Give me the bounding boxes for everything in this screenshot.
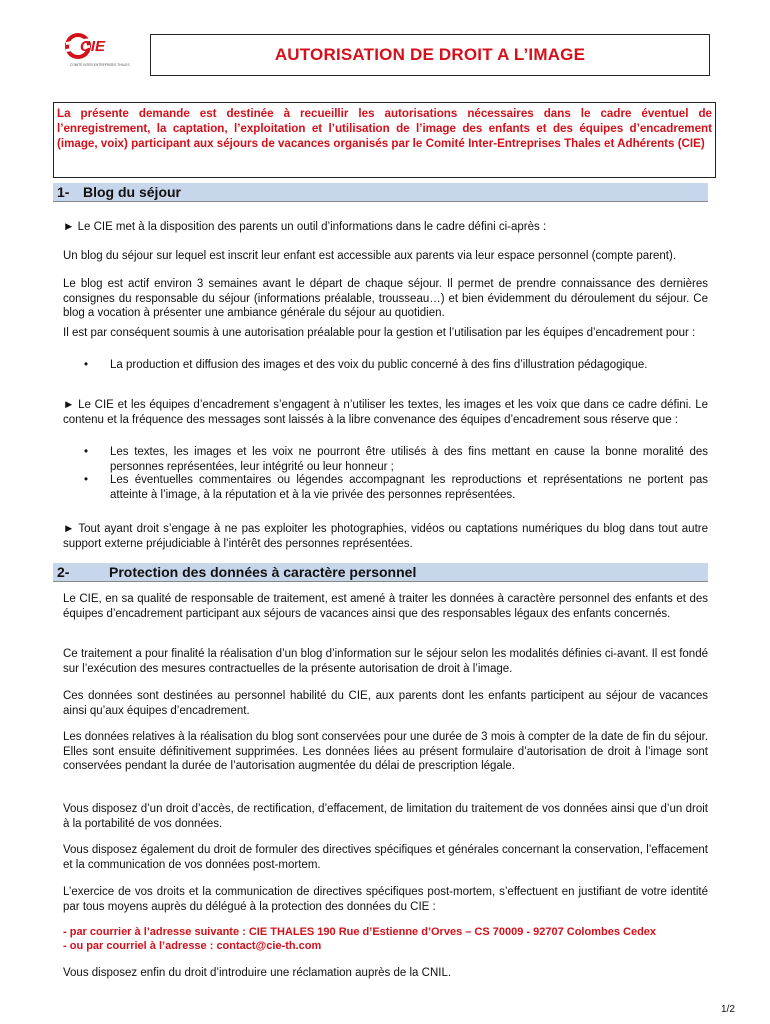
bullet-item <box>84 358 708 373</box>
section-1-title: Blog du séjour <box>83 184 181 200</box>
bullet-icon: • <box>84 446 89 458</box>
section-2-number: 2- <box>57 564 70 580</box>
page-number: 1/2 <box>721 1004 735 1015</box>
section-2-paragraph: L’exercice de vos droits et la communication de directives spécifiques post-mortem, s’effectuent en justifiant de votre identité par tous moyens auprès du délégué à la protection des données du CIE : <box>63 886 708 913</box>
section-1-paragraph: Un blog du séjour sur lequel est inscrit leur enfant est accessible aux parents via leur espace personnel (compte parent). <box>63 250 677 262</box>
section-2-paragraph: Les données relatives à la réalisation du blog sont conservées pour une durée de 3 mois à compter de la date de fin du séjour. Elles sont ensuite définitivement supprimées. Les données liées au présent formulaire d’autorisation de droit à l’image sont conservées pendant la durée de l’autorisation augmentée du délai de prescription légale. <box>63 731 708 772</box>
logo-subtext: COMITÉ INTER-ENTREPRISES THALES <box>70 63 130 67</box>
section-1-paragraph: ► Le CIE et les équipes d’encadrement s’engagent à n’utiliser les textes, les images et les voix que dans ce cadre défini. Le contenu et la fréquence des messages sont laissés à la libre convenance des équipes d’encadrement sous réserve que : <box>63 399 708 426</box>
bullet-icon: • <box>84 359 89 371</box>
section-1-paragraph: ► Tout ayant droit s’engage à ne pas exploiter les photographies, vidéos ou captations numériques du blog dans tout autre support externe préjudiciable à l’intérêt des personnes représentées. <box>63 523 708 550</box>
contact-postal: - par courrier à l’adresse suivante : CIE THALES 190 Rue d’Estienne d’Orves – CS 70009 - 92707 Colombes Cedex <box>63 926 657 938</box>
section-2-paragraph: Vous disposez d’un droit d’accès, de rectification, d’effacement, de limitation du traitement de vos données ainsi que d’un droit à la portabilité de vos données. <box>63 803 708 830</box>
page-title: AUTORISATION DE DROIT A L’IMAGE <box>274 45 586 64</box>
section-1-number: 1- <box>57 184 70 200</box>
section-2-paragraph: Vous disposez enfin du droit d’introduire une réclamation auprès de la CNIL. <box>63 967 452 979</box>
bullet-text: La production et diffusion des images et des voix du public concerné à des fins d’illustration pédagogique. <box>110 359 648 371</box>
section-1-header <box>53 183 708 202</box>
section-1-paragraph: Il est par conséquent soumis à une autorisation préalable pour la gestion et l’utilisation par les équipes d’encadrement pour : <box>63 327 696 339</box>
bullet-icon: • <box>84 474 89 486</box>
bullet-text: Les textes, les images et les voix ne pourront être utilisés à des fins mettant en cause la bonne moralité des personnes représentées, leur intégrité ou leur honneur ; <box>110 446 708 473</box>
cie-logo-icon <box>62 28 130 74</box>
logo-text: CIE <box>80 38 106 55</box>
contact-email: - ou par courriel à l’adresse : contact@cie-th.com <box>63 940 322 952</box>
section-2-paragraph: Ce traitement a pour finalité la réalisation d’un blog d’information sur le séjour selon les modalités définies ci-avant. Il est fondé sur l’exécution des mesures contractuelles de la présente autorisation de droit à l’image. <box>63 648 708 675</box>
intro-box: La présente demande est destinée à recueillir les autorisations nécessaires dans le cadre éventuel de l’enregistrement, la captation, l’exploitation et l’utilisation de l’image des enfants et des équipes d’encadrement (image, voix) participant aux séjours de vacances organisés par le Comité Inter-Entreprises Thales et Adhérents (CIE) <box>53 102 716 178</box>
bullet-item <box>84 445 708 474</box>
bullet-text: Les éventuelles commentaires ou légendes accompagnant les reproductions et représentations ne portent pas atteinte à l’image, à la réputation et à la vie privée des personnes représentées. <box>110 474 708 501</box>
section-2-paragraph: Ces données sont destinées au personnel habilité du CIE, aux parents dont les enfants participent au séjour de vacances ainsi qu’aux équipes d’encadrement. <box>63 690 708 717</box>
bullet-item <box>84 473 708 502</box>
section-2-title: Protection des données à caractère personnel <box>109 564 417 580</box>
section-1-paragraph: Le blog est actif environ 3 semaines avant le départ de chaque séjour. Il permet de prendre connaissance des dernières consignes du responsable du séjour (informations préalable, trousseau…) et bien évidemment du déroulement du séjour. Ce blog a vocation à présenter une ambiance générale du séjour au quotidien. <box>63 278 708 319</box>
cie-logo <box>62 28 130 74</box>
section-2-paragraph: Vous disposez également du droit de formuler des directives spécifiques et générales concernant la conservation, l’effacement et la communication de vos données post-mortem. <box>63 844 708 871</box>
section-2-header <box>53 563 708 582</box>
section-2-paragraph: Le CIE, en sa qualité de responsable de traitement, est amené à traiter les données à caractère personnel des enfants et des équipes d’encadrement participant aux séjours de vacances ainsi que des responsables légaux des enfants concernés. <box>63 593 708 620</box>
title-box <box>150 34 710 76</box>
section-1-paragraph: ► Le CIE met à la disposition des parents un outil d’informations dans le cadre défini ci-après : <box>63 221 547 233</box>
